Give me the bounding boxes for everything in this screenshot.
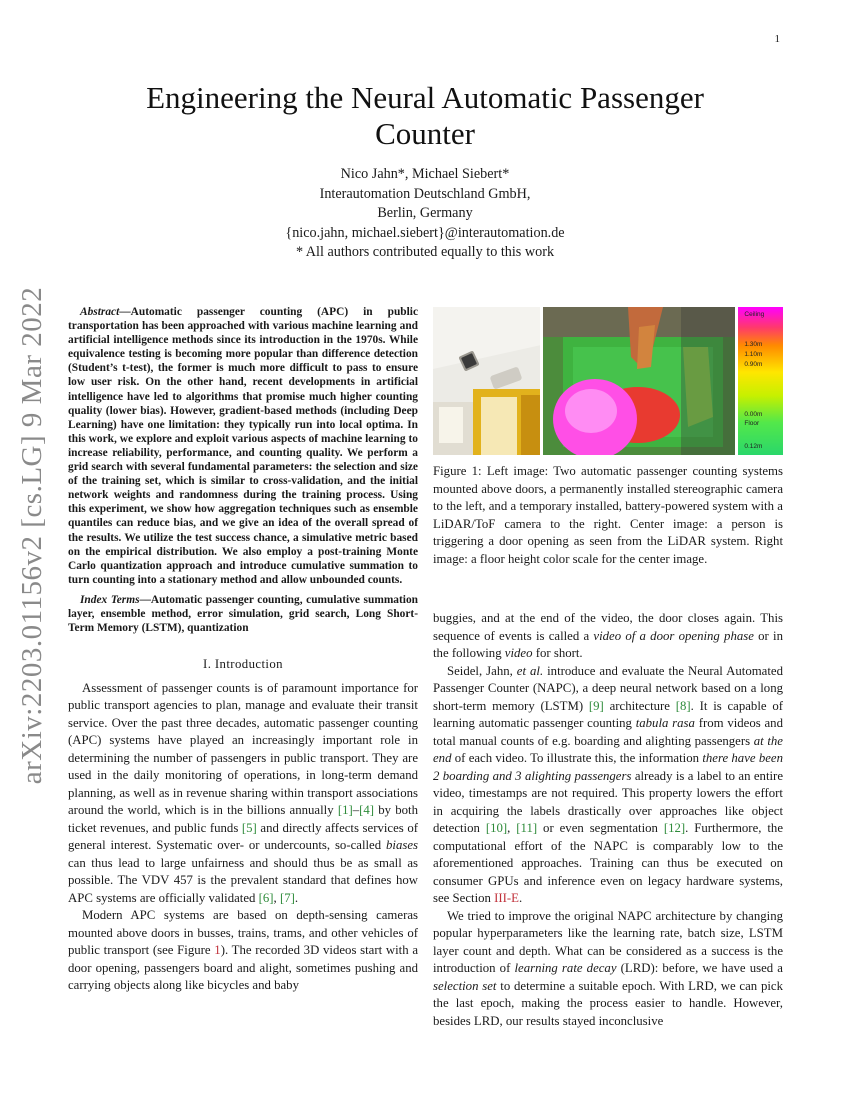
arxiv-identifier: arXiv:2203.01156v2 [cs.LG] 9 Mar 2022 bbox=[16, 286, 49, 784]
author-email: {nico.jahn, michael.siebert}@interautomation.de bbox=[285, 224, 565, 241]
paper-title: Engineering the Neural Automatic Passenger Counter bbox=[146, 80, 704, 151]
abstract bbox=[68, 305, 418, 587]
citation-link[interactable]: [10] bbox=[485, 821, 508, 835]
scale-label-floor: Floor bbox=[744, 420, 760, 427]
intro-paragraph-2 bbox=[68, 907, 418, 995]
citation-link[interactable]: [6] bbox=[258, 890, 274, 905]
emphasis-text: selection set bbox=[433, 978, 497, 993]
author-note: * All authors contributed equally to this work bbox=[295, 244, 555, 260]
text-run: . Furthermore, the computational effort of the NAPC is comparably low to the aforementioned approaches. Training can thus be executed on consumer GPUs and inference even on legacy hardware systems, see Section bbox=[433, 821, 783, 905]
text-run: by both ticket revenues, and public funds bbox=[68, 803, 418, 835]
arxiv-stamp bbox=[16, 286, 49, 784]
emphasis-text: et al. bbox=[516, 663, 544, 678]
emphasis-text: tabula rasa bbox=[635, 716, 695, 730]
text-run: . bbox=[294, 890, 299, 905]
author-block bbox=[150, 165, 700, 263]
scale-label-130: 1.30m bbox=[744, 341, 763, 348]
section-heading-introduction: I. Introduction bbox=[203, 657, 283, 672]
emphasis-text: video bbox=[504, 646, 533, 660]
lidar-depth-image bbox=[543, 307, 735, 455]
text-run: . It is capable of learning automatic passenger counting bbox=[433, 698, 783, 730]
scale-label-110: 1.10m bbox=[744, 351, 763, 358]
text-run: of each video. To illustrate this, the information bbox=[451, 751, 703, 765]
text-run: and directly affects services of general interest. Systematic over- or undercounts, so-called bbox=[68, 820, 418, 853]
text-run: Modern APC systems are based on depth-sensing cameras mounted above doors in busses, trains, trams, and other vehicles of public transport (see Figure bbox=[68, 908, 418, 958]
emphasis-text: there have been 2 boarding and 3 alighting passengers bbox=[433, 751, 783, 783]
floor-height-scale bbox=[738, 307, 783, 455]
citation-link[interactable]: [8] bbox=[675, 698, 691, 713]
citation-link[interactable]: [4] bbox=[359, 803, 375, 818]
right-column bbox=[433, 307, 783, 1030]
author-affiliation: Interautomation Deutschland GmbH, bbox=[319, 185, 531, 202]
door-photo-illustration bbox=[433, 307, 540, 455]
citation-link[interactable]: [5] bbox=[241, 820, 257, 835]
figure-1 bbox=[433, 307, 783, 455]
text-run: . bbox=[519, 891, 523, 905]
right-paragraph-2 bbox=[433, 663, 783, 908]
index-terms-lead: Index Terms bbox=[80, 593, 140, 606]
emphasis-text: learning rate decay bbox=[514, 961, 617, 975]
right-paragraph-1 bbox=[433, 610, 783, 663]
text-run: can thus lead to large unfairness and should thus be as small as possible. The VDV 457 is the prevalent standard that defines how APC systems are officially validated bbox=[68, 855, 418, 905]
text-run: – bbox=[352, 803, 360, 818]
left-column bbox=[68, 305, 418, 995]
right-paragraph-3 bbox=[433, 908, 783, 1031]
text-run: buggies, and at the end of the video, the door closes again. This sequence of events is called a bbox=[433, 611, 783, 643]
text-run: already is a label to an entire video, timestamps are not required. This property lowers the effort in acquiring the labels drastically over approaches like object detection bbox=[433, 768, 783, 835]
section-link[interactable]: III-E bbox=[494, 891, 519, 905]
text-run: for short. bbox=[532, 646, 583, 660]
text-run: Assessment of passenger counts is of paramount importance for public transport agencies to plan, manage and evaluate their transit service. Over the past three decades, automatic passenger counting (APC) systems have played an increasingly important role in determining the number of passengers in public transport. They are used in the daily monitoring of operations, in long-term demand planning, as well as in revenue sharing within transport associations around the world, which is in the billions annually bbox=[68, 680, 418, 818]
emphasis-text: biases bbox=[386, 838, 418, 853]
text-run: architecture bbox=[603, 698, 676, 713]
text-run: introduce and evaluate the Neural Automated Passenger Counter (NAPC), a deep neural network based on a long short-term memory (LSTM) bbox=[433, 663, 783, 713]
scale-label-012: 0.12m bbox=[744, 443, 763, 450]
text-run: or in the following bbox=[433, 628, 784, 660]
text-run: or even segmentation bbox=[537, 821, 664, 835]
author-location: Berlin, Germany bbox=[377, 205, 473, 221]
page-number: 1 bbox=[774, 33, 780, 45]
text-run: , bbox=[507, 821, 517, 835]
scale-label-000: 0.00m bbox=[744, 411, 763, 418]
citation-link[interactable]: [9] bbox=[588, 698, 604, 713]
text-run: , bbox=[273, 890, 280, 905]
citation-link[interactable]: [12] bbox=[663, 821, 686, 835]
figure-caption: Figure 1: Left image: Two automatic passenger counting systems mounted above doors, a permanently installed stereographic camera to the left, and a temporary installed, battery-powered system with a LiDAR/ToF camera to the right. Center image: a person is triggering a door opening as seen from the LiDAR system. Right image: a floor height color scale for the center image. bbox=[433, 464, 783, 566]
apc-door-photo bbox=[433, 307, 540, 455]
abstract-lead: Abstract bbox=[80, 306, 120, 318]
text-run: We tried to improve the original NAPC architecture by changing popular hyperparameters like the learning rate, batch size, LSTM layer count and depth. What can be considered as a success is the introduction of bbox=[433, 908, 783, 975]
text-run: from videos and total manual counts of e.g. boarding and alighting passengers bbox=[433, 716, 783, 748]
depth-map-illustration bbox=[543, 307, 735, 455]
emphasis-text: video of a door opening phase bbox=[593, 628, 754, 643]
emphasis-text: at the end bbox=[433, 733, 783, 765]
text-run: to determine a suitable epoch. With LRD, we can pick the last epoch, making the process easier to handle. However, besides LRD, our results stayed inconclusive bbox=[433, 978, 783, 1028]
author-names: Nico Jahn*, Michael Siebert* bbox=[340, 166, 510, 182]
citation-link[interactable]: [7] bbox=[279, 890, 295, 905]
citation-link[interactable]: [1] bbox=[337, 803, 353, 818]
scale-label-ceiling: Ceiling bbox=[744, 311, 765, 318]
intro-paragraph-1 bbox=[68, 680, 418, 908]
text-run: Seidel, Jahn, bbox=[447, 663, 517, 678]
text-run: ). The recorded 3D videos start with a door opening, passengers board and alight, sometimes pushing and carrying objects along like bicycles and baby bbox=[68, 943, 418, 993]
scale-label-090: 0.90m bbox=[744, 361, 763, 368]
index-terms-text: —Automatic passenger counting, cumulative summation layer, ensemble method, error simulation, grid search, Long Short-Term Memory (LSTM), quantization bbox=[68, 593, 418, 635]
text-run: (LRD): before, we have used a bbox=[616, 961, 783, 975]
abstract-text: —Automatic passenger counting (APC) in public transportation has been approached with various machine learning and artificial intelligence methods since its introduction in the 1970s. While equivalence testing is becoming more popular than difference detection (Student’s t-test), the former is much more difficult to pass to ensure low user risk. On the other hand, recent developments in artificial intelligence have led to algorithms that promise much higher counting quality (lower bias). However, gradient-based methods (including Deep Learning) have one limitation: they typically run into local optima. In this work, we explore and exploit various aspects of machine learning to increase reliability, performance, and counting quality. We perform a grid search with several fundamental parameters: the selection and size of the training set, which is similar to cross-validation, and the initial network weights and randomness during the training process. Using this experiment, we show how aggregation techniques such as ensemble quantiles can reduce bias, and we give an idea of the overall spread of the results. We utilize the test success chance, a simulative metric based on the empirical distribution. We also employ a post-training Monte Carlo quantization approach and introduce cumulative summation to turn counting into a stationary method and allow unbounded counts. bbox=[68, 306, 418, 586]
figure-link[interactable]: 1 bbox=[214, 943, 221, 958]
index-terms bbox=[68, 593, 418, 635]
citation-link[interactable]: [11] bbox=[516, 821, 538, 835]
